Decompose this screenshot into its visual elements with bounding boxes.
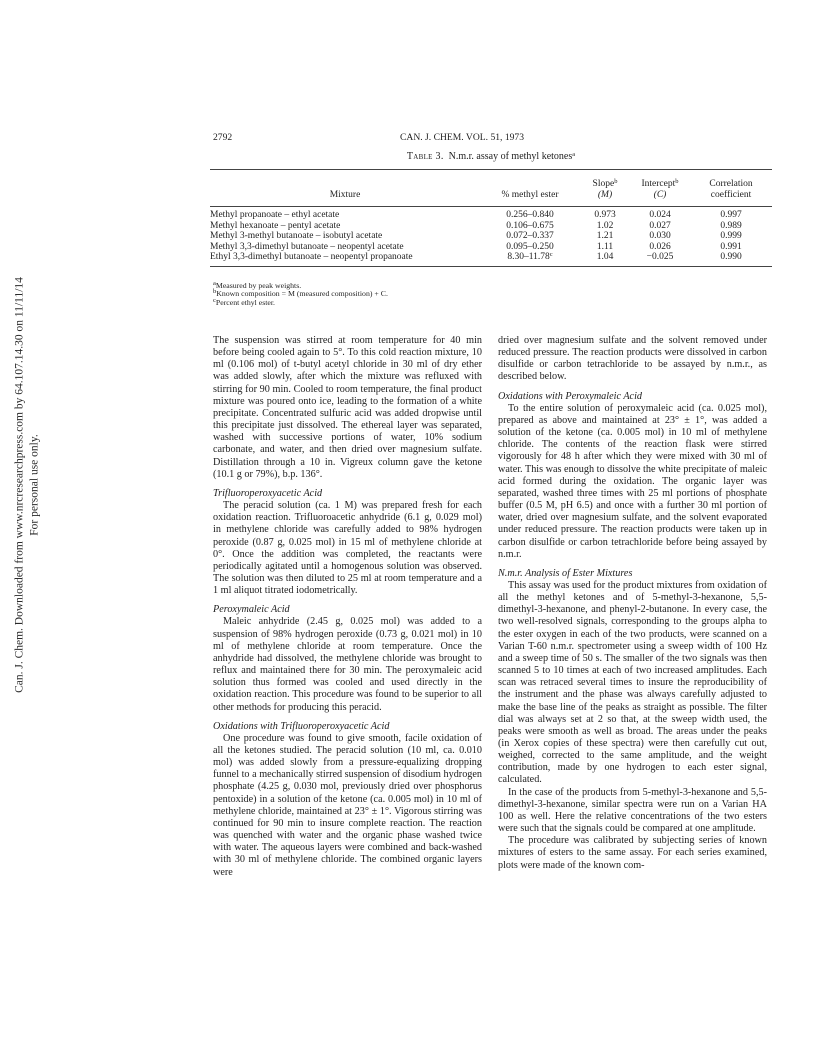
cell-intercept: 0.030 xyxy=(649,231,671,242)
paragraph-peroxymaleic-oxidation: To the entire solution of peroxymaleic acid (ca. 0.025 mol), prepared as above and maintained at 23° ± 1°, was added a solution of the ketone (ca. 0.005 mol) in 10 ml of methylene chloride. The contents of the reaction flask were stirred vigorously for 48 h after which they were mixed with 30 ml of water. This was enough to dissolve the white precipitate of maleic acid formed during the oxidation. The organic layer was separated, washed three times with 25 ml portions of phosphate buffer (0.5 M, pH 6.5) and once with a further 30 ml portion of water, dried over magnesium sulfate, and the solvent evaporated under reduced pressure. The reaction products were taken up in carbon disulfide or carbon tetrachloride before being assayed by n.m.r. xyxy=(498,402,767,560)
cell-methyl-ester-value: 0.256–0.840 xyxy=(506,210,554,220)
header-slope-note: b xyxy=(614,178,618,185)
cell-methyl-ester-value: 0.095–0.250 xyxy=(506,241,554,252)
cell-intercept: 0.027 xyxy=(649,220,671,231)
header-intercept-note: b xyxy=(675,178,679,185)
watermark-personal-use-line: For personal use only. xyxy=(28,434,40,536)
cell-correlation: 0.989 xyxy=(720,220,742,231)
cell-slope: 1.02 xyxy=(596,220,614,231)
cell-slope: 1.21 xyxy=(596,231,614,242)
section-heading-oxidations-trifluoroperoxyacetic: Oxidations with Trifluoroperoxyacetic Acid xyxy=(213,720,390,732)
table-caption-note: a xyxy=(572,151,576,158)
cell-correlation: 0.999 xyxy=(720,231,742,242)
header-intercept-label: Intercept xyxy=(641,179,676,189)
cell-correlation: 0.991 xyxy=(720,241,742,252)
cell-mixture: Ethyl 3,3-dimethyl butanoate – neopentyl propanoate xyxy=(210,252,413,263)
watermark-download-line: Can. J. Chem. Downloaded from www.nrcresearchpress.com by 64.107.14.30 on 11/11/14 xyxy=(13,277,26,693)
cell-mixture: Methyl 3,3-dimethyl butanoate – neopentyl acetate xyxy=(210,241,404,252)
table-caption xyxy=(210,151,772,162)
footnote xyxy=(213,296,388,307)
footnote-text: Measured by peak weights. xyxy=(215,281,302,290)
cell-methyl-ester-value: 8.30–11.78 xyxy=(507,252,550,263)
header-slope-label: Slope xyxy=(592,179,615,189)
cell-slope: 0.973 xyxy=(594,210,616,220)
cell-methyl-ester-value: 0.106–0.675 xyxy=(506,220,554,231)
paragraph-suspension-continued: The suspension was stirred at room temperature for 40 min before being cooled again to 5°. To this cold reaction mixture, 10 ml (0.106 mol) of t-butyl acetyl chloride in 30 ml of dry ether was added slowly, after which the mixture was refluxed with stirring for 90 min. Cooled to room temperature, the final product mixture was poured onto ice, leading to the formation of a white precipitate. Concentrated sulfuric acid was added dropwise until this precipitate just dissolved. The ethereal layer was separated, washed with successive portions of water, 10% sodium carbonate, and water, and then dried over magnesium sulfate. Distillation through a 10 in. Vigreux column gave the ketone (10.1 g or 79%), b.p. 136°. xyxy=(213,335,482,480)
journal-running-head: CAN. J. CHEM. VOL. 51, 1973 xyxy=(400,132,525,143)
table-row xyxy=(210,207,772,221)
table-row xyxy=(210,242,772,253)
paragraph-oxidation-procedure: One procedure was found to give smooth, facile oxidation of all the ketones studied. The peracid solution (10 ml, ca. 0.010 mol) was added slowly from a pressure-equalizing dropping funnel to a mechanically stirred suspension of disodium hydrogen phosphate (4.25 g, 0.030 mol, previously dried over phosphorus pentoxide) in a solution of the ketone (ca. 0.005 mol) in 10 ml of methylene chloride, maintained at 23° ± 1°. Vigorous stirring was continued for 90 min to insure complete reaction. The reaction was quenched with water and the organic phase washed twice with water. The aqueous layers were combined and back-washed with 30 ml of methylene chloride. The combined organic layers were xyxy=(213,732,482,878)
cell-mixture: Methyl hexanoate – pentyl acetate xyxy=(210,220,341,231)
section-heading-trifluoroperoxyacetic-acid: Trifluoroperoxyacetic Acid xyxy=(213,487,323,499)
paragraph-calibration: The procedure was calibrated by subjecting series of known mixtures of esters to the same assay. For each series examined, plots were made of the known com- xyxy=(498,835,767,871)
header-slope-unit: (M) xyxy=(597,190,613,200)
header-mixture: Mixture xyxy=(329,190,361,200)
cell-slope: 1.11 xyxy=(596,241,614,252)
cell-methyl-ester xyxy=(480,242,580,253)
footnote-mark: a xyxy=(213,280,216,287)
table-header-row xyxy=(210,170,772,207)
table-row xyxy=(210,252,772,266)
table-caption-label: Table 3. xyxy=(406,151,444,162)
footnote-text: Known composition = M (measured composition) + C. xyxy=(216,289,388,299)
header-correlation-line2: coefficient xyxy=(710,190,752,200)
paragraph-drying-continued: dried over magnesium sulfate and the solvent removed under reduced pressure. The reaction products were dissolved in carbon disulfide or carbon tetrachloride to be assayed by n.m.r., as described below. xyxy=(498,335,767,383)
cell-correlation: 0.997 xyxy=(720,210,742,220)
section-heading-nmr-analysis: N.m.r. Analysis of Ester Mixtures xyxy=(498,567,633,579)
section-heading-oxidations-peroxymaleic: Oxidations with Peroxymaleic Acid xyxy=(498,390,643,402)
footnote-mark: c xyxy=(213,296,216,304)
cell-intercept: 0.026 xyxy=(649,241,671,252)
right-column xyxy=(498,335,767,872)
paragraph-maleic-anhydride: Maleic anhydride (2.45 g, 0.025 mol) was added to a suspension of 98% hydrogen peroxide (0.73 g, 0.021 mol) in 10 ml of methylene chloride at room temperature. Once the anhydride had dissolved, the methylene chloride was brought to reflux and maintained there for 30 min. The peroxymaleic acid solution thus formed was cooled and used directly in the oxidation reaction. This procedure was found to be superior to all other methods for producing this peracid. xyxy=(213,616,482,713)
cell-intercept: 0.024 xyxy=(649,210,671,220)
cell-correlation: 0.990 xyxy=(720,252,742,263)
table-caption-text: N.m.r. assay of methyl ketones xyxy=(448,151,573,162)
cell-intercept: −0.025 xyxy=(646,252,674,263)
cell-methyl-ester-note: c xyxy=(549,251,553,259)
header-correlation-line1: Correlation xyxy=(709,179,753,189)
cell-methyl-ester xyxy=(480,221,580,232)
cell-methyl-ester xyxy=(480,207,580,221)
table-row xyxy=(210,221,772,232)
paragraph-nmr-assay: This assay was used for the product mixtures from oxidation of all the methyl ketones and of 5-methyl-3-hexanone, 5,5-dimethyl-3-hexanone, and phenyl-2-butanone. In every case, the two well-resolved signals, corresponding to the groups alpha to the ester oxygen in each of the two products, were scanned on a Varian T-60 n.m.r. spectrometer using a sweep width of 100 Hz and a sweep time of 50 s. The smaller of the two signals was then scanned 5 to 10 times at each of two increased amplitudes. Each scan was retraced several times to insure the reproducibility of the instrument and the phase was always carefully adjusted to make the base line of the peaks as straight as possible. The filter dial was always set at 2 so that, at the sweep width used, the peaks were smooth as well as broad. The areas under the peaks (in Xerox copies of these spectra) were then carefully cut out, weighed, corrected to the same amplitude, and the weight contribution, made by one hydrogen to each ester signal, calculated. xyxy=(498,579,767,786)
left-column xyxy=(213,335,482,879)
header-intercept-unit: (C) xyxy=(653,190,667,200)
nmr-assay-table xyxy=(210,169,772,267)
cell-mixture: Methyl propanoate – ethyl acetate xyxy=(210,210,340,220)
header-correlation xyxy=(690,170,772,207)
cell-methyl-ester xyxy=(480,231,580,242)
header-methyl-ester: % methyl ester xyxy=(501,190,559,200)
cell-methyl-ester xyxy=(480,252,580,266)
footnote-text: Percent ethyl ester. xyxy=(215,297,275,307)
header-intercept xyxy=(630,170,690,207)
cell-mixture: Methyl 3-methyl butanoate – isobutyl acetate xyxy=(210,231,383,242)
cell-slope: 1.04 xyxy=(596,252,614,263)
paragraph-varian-ha100: In the case of the products from 5-methyl-3-hexanone and 5,5-dimethyl-3-hexanone, similar spectra were run on a Varian HA 100 as well. Here the relative concentrations of the two esters were such that the signals could be compared at one amplitude. xyxy=(498,786,767,835)
paragraph-peracid-preparation: The peracid solution (ca. 1 M) was prepared fresh for each oxidation reaction. Trifluoroacetic anhydride (6.1 g, 0.029 mol) in methylene chloride was carefully added to 98% hydrogen peroxide (0.87 g, 0.025 mol) in 15 ml of methylene chloride at 0°. Once the addition was completed, the reactants were periodically agitated until a homogenous solution was observed. The solution was then diluted to 25 ml at room temperature and a 1 ml aliquot titrated iodometrically. xyxy=(213,500,482,597)
table-row xyxy=(210,231,772,242)
table-footnotes xyxy=(213,282,388,307)
section-heading-peroxymaleic-acid: Peroxymaleic Acid xyxy=(213,604,290,616)
footnote-mark: b xyxy=(213,288,217,296)
header-slope xyxy=(580,170,630,207)
cell-methyl-ester-value: 0.072–0.337 xyxy=(506,231,554,242)
page-number: 2792 xyxy=(213,132,233,143)
download-watermark xyxy=(4,250,50,720)
